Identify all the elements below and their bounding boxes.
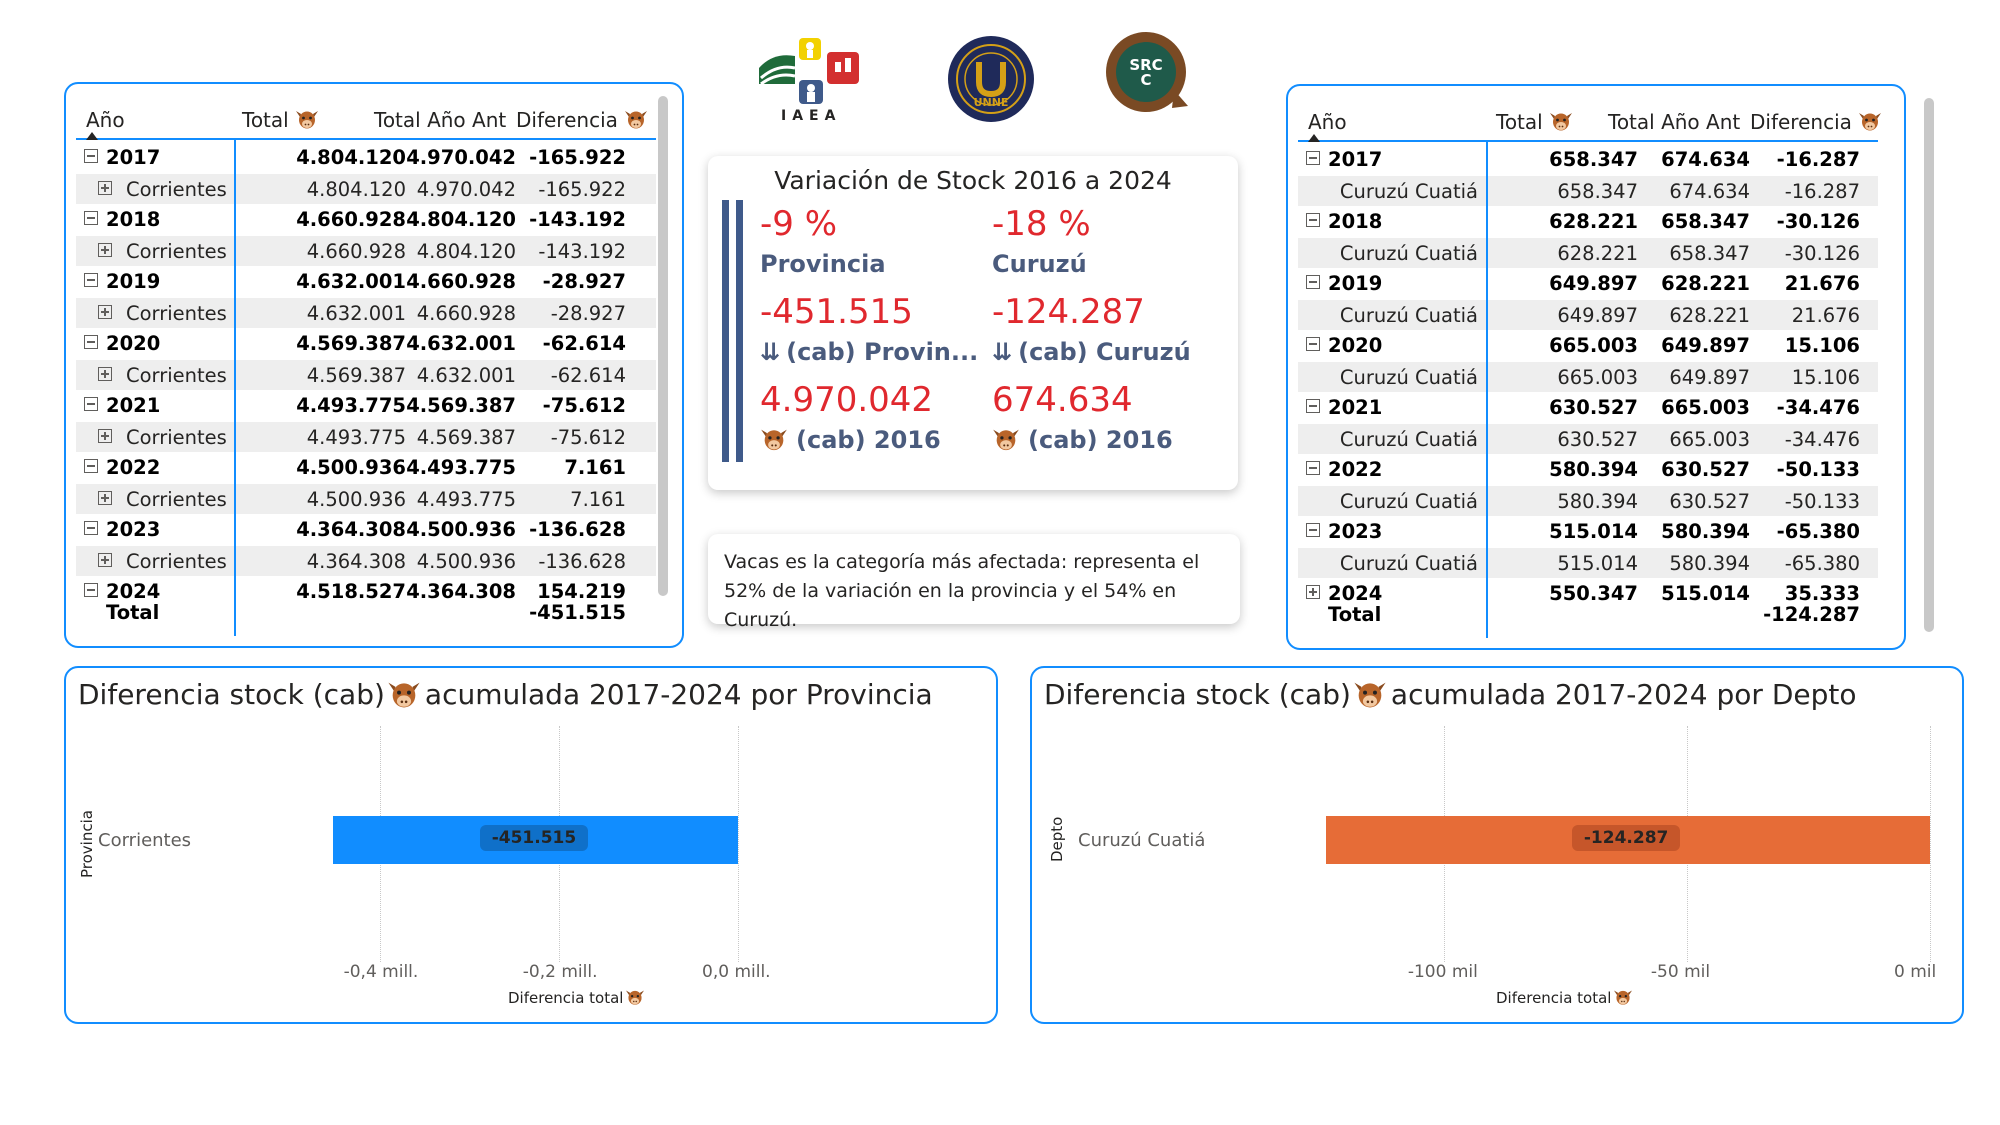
total-cell: 4.804.120 <box>306 178 406 201</box>
detail-label-cell: Curuzú Cuatiá <box>1339 242 1478 265</box>
total-difference-cell: -451.515 <box>529 601 626 624</box>
down-arrows-icon: ⇊ <box>760 338 779 366</box>
detail-label-cell: Corrientes <box>126 178 227 201</box>
detail-row <box>76 421 656 452</box>
prev-total-cell: 4.970.042 <box>416 178 516 201</box>
collapse-icon[interactable] <box>1306 523 1320 537</box>
matrix-header <box>76 96 656 140</box>
prev-total-cell: 649.897 <box>1669 366 1750 389</box>
cow-icon <box>1613 988 1633 1006</box>
difference-cell: 15.106 <box>1784 334 1860 357</box>
unne-logo <box>946 34 1036 124</box>
year-row <box>76 266 656 297</box>
difference-cell: -65.380 <box>1784 552 1860 575</box>
x-tick-label: 0 mil <box>1894 962 1937 982</box>
province-pct-value: -9 % <box>760 204 838 244</box>
detail-label-cell: Curuzú Cuatiá <box>1339 304 1478 327</box>
total-label-cell: Total <box>106 601 160 624</box>
insight-note-card <box>708 534 1240 631</box>
col-header-prev-total[interactable]: Total Año Ant <box>1608 110 1741 134</box>
difference-cell: -143.192 <box>538 240 626 263</box>
detail-label-cell: Curuzú Cuatiá <box>1339 490 1478 513</box>
difference-cell: -136.628 <box>538 550 626 573</box>
province-matrix <box>76 96 656 641</box>
difference-cell: 7.161 <box>570 488 626 511</box>
difference-cell: -30.126 <box>1784 242 1860 265</box>
srcc-logo-text: SRCC <box>1129 56 1163 89</box>
curuzu-diff-value: -124.287 <box>992 292 1145 332</box>
detail-row <box>76 173 656 204</box>
difference-cell: -62.614 <box>542 332 626 355</box>
prev-total-cell: 4.500.936 <box>416 550 516 573</box>
cow-icon <box>624 108 648 130</box>
col-header-prev-total[interactable]: Total Año Ant <box>374 108 507 132</box>
total-cell: 4.569.387 <box>306 364 406 387</box>
difference-cell: -34.476 <box>1784 428 1860 451</box>
cow-icon <box>295 108 319 130</box>
prev-total-cell: 4.364.308 <box>406 580 516 603</box>
col-header-difference[interactable]: Diferencia <box>516 108 648 132</box>
prev-total-cell: 674.634 <box>1669 180 1750 203</box>
difference-cell: -75.612 <box>542 394 626 417</box>
difference-cell: -30.126 <box>1776 210 1860 233</box>
year-cell: 2024 <box>1328 582 1383 605</box>
prev-total-cell: 4.804.120 <box>406 208 516 231</box>
difference-cell: -28.927 <box>542 270 626 293</box>
cow-icon <box>992 426 1020 452</box>
collapse-icon[interactable] <box>84 459 98 473</box>
total-cell: 4.500.936 <box>306 488 406 511</box>
col-header-year[interactable]: Año <box>86 108 125 132</box>
detail-label-cell: Corrientes <box>126 488 227 511</box>
scrollbar[interactable] <box>658 96 668 596</box>
year-cell: 2020 <box>106 332 161 355</box>
total-cell: 665.003 <box>1557 366 1638 389</box>
total-difference-cell: -124.287 <box>1763 603 1860 626</box>
prev-total-cell: 4.569.387 <box>416 426 516 449</box>
difference-cell: -16.287 <box>1776 148 1860 171</box>
detail-label-cell: Curuzú Cuatiá <box>1339 552 1478 575</box>
difference-cell: 35.333 <box>1784 582 1860 605</box>
x-axis-title: Diferencia total <box>508 988 645 1007</box>
difference-cell: 21.676 <box>1784 272 1860 295</box>
collapse-icon[interactable] <box>84 149 98 163</box>
iaea-logo <box>755 34 865 130</box>
year-cell: 2024 <box>106 580 161 603</box>
total-cell: 515.014 <box>1557 552 1638 575</box>
detail-row <box>1298 175 1878 206</box>
prev-total-cell: 649.897 <box>1661 334 1750 357</box>
difference-cell: -50.133 <box>1784 490 1860 513</box>
gridline <box>738 726 739 962</box>
total-cell: 4.518.527 <box>296 580 406 603</box>
year-row <box>76 514 656 545</box>
iaea-logo-text: IAEA <box>781 108 842 124</box>
prev-total-cell: 4.632.001 <box>406 332 516 355</box>
detail-row <box>1298 237 1878 268</box>
total-cell: 4.364.308 <box>306 550 406 573</box>
total-cell: 630.527 <box>1549 396 1638 419</box>
unne-seal <box>946 34 1036 124</box>
curuzu-pct-label: Curuzú <box>992 250 1087 278</box>
prev-total-cell: 4.660.928 <box>416 302 516 325</box>
detail-label-cell: Curuzú Cuatiá <box>1339 428 1478 451</box>
x-tick-label: -0,4 mill. <box>343 962 419 982</box>
year-cell: 2019 <box>1328 272 1383 295</box>
year-row <box>1298 268 1878 299</box>
year-row <box>1298 206 1878 237</box>
prev-total-cell: 674.634 <box>1661 148 1750 171</box>
chart-title: Diferencia stock (cab) acumulada 2017-2024 por Depto <box>1044 678 1857 711</box>
difference-cell: 15.106 <box>1791 366 1860 389</box>
y-axis-title: Provincia <box>78 810 96 878</box>
difference-cell: -62.614 <box>550 364 626 387</box>
x-tick-label: 0,0 mill. <box>702 962 771 982</box>
collapse-icon[interactable] <box>1306 461 1320 475</box>
detail-row <box>1298 547 1878 578</box>
total-row <box>76 597 656 628</box>
total-cell: 550.347 <box>1549 582 1638 605</box>
year-cell: 2017 <box>106 146 161 169</box>
detail-row <box>76 297 656 328</box>
detail-row <box>1298 361 1878 392</box>
difference-cell: -50.133 <box>1776 458 1860 481</box>
year-row <box>1298 516 1878 547</box>
expand-icon[interactable] <box>98 429 112 443</box>
total-cell: 628.221 <box>1549 210 1638 233</box>
total-cell: 665.003 <box>1549 334 1638 357</box>
detail-label-cell: Corrientes <box>126 364 227 387</box>
year-cell: 2021 <box>106 394 161 417</box>
year-row <box>76 390 656 421</box>
cow-icon <box>1858 110 1882 132</box>
province-2016-label: (cab) 2016 <box>760 426 941 454</box>
iaea-logo-mark <box>755 34 865 118</box>
detail-label-cell: Corrientes <box>126 302 227 325</box>
expand-icon[interactable] <box>98 243 112 257</box>
collapse-icon[interactable] <box>1306 151 1320 165</box>
collapse-icon[interactable] <box>84 273 98 287</box>
srcc-logo <box>1104 30 1190 116</box>
province-diff-value: -451.515 <box>760 292 913 332</box>
x-tick-label: -100 mil <box>1407 962 1478 982</box>
difference-cell: -165.922 <box>538 178 626 201</box>
difference-cell: -16.287 <box>1784 180 1860 203</box>
curuzu-2016-label: (cab) 2016 <box>992 426 1173 454</box>
year-row <box>1298 144 1878 175</box>
total-cell: 4.493.775 <box>306 426 406 449</box>
x-tick-label: -50 mil <box>1650 962 1711 982</box>
prev-total-cell: 4.500.936 <box>406 518 516 541</box>
difference-cell: -28.927 <box>550 302 626 325</box>
prev-total-cell: 665.003 <box>1669 428 1750 451</box>
total-cell: 4.660.928 <box>306 240 406 263</box>
prev-total-cell: 580.394 <box>1661 520 1750 543</box>
province-2016-value: 4.970.042 <box>760 380 934 420</box>
down-arrows-icon: ⇊ <box>992 338 1011 366</box>
prev-total-cell: 628.221 <box>1661 272 1750 295</box>
prev-total-cell: 628.221 <box>1669 304 1750 327</box>
matrix-header <box>1298 98 1878 142</box>
cow-icon <box>387 678 421 710</box>
total-row <box>1298 599 1878 630</box>
cow-icon <box>1353 678 1387 710</box>
category-label: Corrientes <box>98 830 192 851</box>
difference-cell: -65.380 <box>1776 520 1860 543</box>
total-cell: 628.221 <box>1557 242 1638 265</box>
detail-row <box>76 483 656 514</box>
year-cell: 2023 <box>106 518 161 541</box>
unne-logo-text: UNNE <box>973 96 1009 109</box>
total-cell: 649.897 <box>1549 272 1638 295</box>
prev-total-cell: 4.569.387 <box>406 394 516 417</box>
year-cell: 2018 <box>106 208 161 231</box>
year-cell: 2018 <box>1328 210 1383 233</box>
total-cell: 4.500.936 <box>296 456 406 479</box>
col-header-year[interactable]: Año <box>1308 110 1347 134</box>
gridline <box>1930 726 1931 962</box>
expand-icon[interactable] <box>1306 585 1320 599</box>
detail-label-cell: Curuzú Cuatiá <box>1339 180 1478 203</box>
y-axis-title: Depto <box>1048 816 1066 862</box>
prev-total-cell: 4.804.120 <box>416 240 516 263</box>
year-cell: 2021 <box>1328 396 1383 419</box>
col-header-difference[interactable]: Diferencia <box>1750 110 1882 134</box>
x-axis-title: Diferencia total <box>1496 988 1633 1007</box>
expand-icon[interactable] <box>98 367 112 381</box>
category-label: Curuzú Cuatiá <box>1078 830 1206 851</box>
detail-row <box>1298 485 1878 516</box>
prev-total-cell: 4.660.928 <box>406 270 516 293</box>
x-tick-label: -0,2 mill. <box>522 962 598 982</box>
accent-bar <box>736 200 743 462</box>
year-row <box>1298 392 1878 423</box>
year-row <box>76 328 656 359</box>
total-cell: 580.394 <box>1557 490 1638 513</box>
total-cell: 515.014 <box>1549 520 1638 543</box>
stock-variation-card <box>708 156 1238 490</box>
year-cell: 2020 <box>1328 334 1383 357</box>
sort-ascending-icon[interactable] <box>1308 134 1320 142</box>
total-cell: 4.569.387 <box>296 332 406 355</box>
detail-label-cell: Corrientes <box>126 240 227 263</box>
year-cell: 2022 <box>1328 458 1383 481</box>
total-cell: 4.632.001 <box>306 302 406 325</box>
collapse-icon[interactable] <box>84 335 98 349</box>
year-cell: 2023 <box>1328 520 1383 543</box>
difference-cell: 21.676 <box>1791 304 1860 327</box>
cow-icon <box>1549 110 1573 132</box>
year-cell: 2017 <box>1328 148 1383 171</box>
detail-label-cell: Corrientes <box>126 426 227 449</box>
depto-bar-chart <box>1030 666 1964 1024</box>
data-label: -124.287 <box>1572 825 1681 851</box>
curuzu-pct-value: -18 % <box>992 204 1091 244</box>
curuzu-diff-label: ⇊ (cab) Curuzú <box>992 338 1191 366</box>
prev-total-cell: 4.632.001 <box>416 364 516 387</box>
difference-cell: -75.612 <box>550 426 626 449</box>
detail-row <box>1298 423 1878 454</box>
detail-row <box>1298 299 1878 330</box>
difference-cell: 7.161 <box>564 456 626 479</box>
total-cell: 4.660.928 <box>296 208 406 231</box>
province-bar-chart <box>64 666 998 1024</box>
scrollbar[interactable] <box>1924 98 1934 632</box>
prev-total-cell: 4.493.775 <box>406 456 516 479</box>
total-cell: 4.632.001 <box>296 270 406 293</box>
chart-title: Diferencia stock (cab) acumulada 2017-2024 por Provincia <box>78 678 933 711</box>
expand-icon[interactable] <box>98 553 112 567</box>
province-diff-label: ⇊ (cab) Provin... <box>760 338 979 366</box>
total-cell: 649.897 <box>1557 304 1638 327</box>
total-cell: 4.493.775 <box>296 394 406 417</box>
prev-total-cell: 658.347 <box>1661 210 1750 233</box>
total-label-cell: Total <box>1328 603 1382 626</box>
depto-matrix <box>1298 98 1878 643</box>
total-cell: 4.804.120 <box>296 146 406 169</box>
prev-total-cell: 630.527 <box>1669 490 1750 513</box>
year-row <box>76 204 656 235</box>
collapse-icon[interactable] <box>1306 213 1320 227</box>
prev-total-cell: 665.003 <box>1661 396 1750 419</box>
province-pct-label: Provincia <box>760 250 886 278</box>
prev-total-cell: 580.394 <box>1669 552 1750 575</box>
collapse-icon[interactable] <box>84 211 98 225</box>
total-cell: 630.527 <box>1557 428 1638 451</box>
data-label: -451.515 <box>480 825 589 851</box>
difference-cell: -143.192 <box>529 208 626 231</box>
detail-label-cell: Corrientes <box>126 550 227 573</box>
col-header-total[interactable]: Total <box>242 108 319 132</box>
prev-total-cell: 658.347 <box>1669 242 1750 265</box>
collapse-icon[interactable] <box>84 397 98 411</box>
accent-bar <box>722 200 729 462</box>
prev-total-cell: 4.493.775 <box>416 488 516 511</box>
year-row <box>76 142 656 173</box>
detail-row <box>76 545 656 576</box>
difference-cell: -165.922 <box>529 146 626 169</box>
card-title: Variación de Stock 2016 a 2024 <box>774 166 1172 195</box>
collapse-icon[interactable] <box>1306 399 1320 413</box>
difference-cell: -136.628 <box>529 518 626 541</box>
prev-total-cell: 515.014 <box>1661 582 1750 605</box>
cow-icon <box>625 988 645 1006</box>
collapse-icon[interactable] <box>1306 337 1320 351</box>
collapse-icon[interactable] <box>1306 275 1320 289</box>
expand-icon[interactable] <box>98 305 112 319</box>
col-header-total[interactable]: Total <box>1496 110 1573 134</box>
year-cell: 2019 <box>106 270 161 293</box>
detail-label-cell: Curuzú Cuatiá <box>1339 366 1478 389</box>
curuzu-2016-value: 674.634 <box>992 380 1133 420</box>
year-row <box>76 452 656 483</box>
insight-text: Vacas es la categoría más afectada: representa el 52% de la variación en la provincia y el 54% en Curuzú. <box>724 551 1200 631</box>
difference-cell: 154.219 <box>537 580 626 603</box>
total-cell: 658.347 <box>1549 148 1638 171</box>
total-cell: 4.364.308 <box>296 518 406 541</box>
expand-icon[interactable] <box>98 491 112 505</box>
sort-ascending-icon[interactable] <box>86 132 98 140</box>
prev-total-cell: 4.970.042 <box>406 146 516 169</box>
expand-icon[interactable] <box>98 181 112 195</box>
row-header-divider <box>234 140 236 636</box>
row-header-divider <box>1486 142 1488 638</box>
year-cell: 2022 <box>106 456 161 479</box>
year-row <box>1298 454 1878 485</box>
detail-row <box>76 235 656 266</box>
cow-icon <box>760 426 788 452</box>
collapse-icon[interactable] <box>84 583 98 597</box>
difference-cell: -34.476 <box>1776 396 1860 419</box>
collapse-icon[interactable] <box>84 521 98 535</box>
year-row <box>1298 330 1878 361</box>
total-cell: 580.394 <box>1549 458 1638 481</box>
total-cell: 658.347 <box>1557 180 1638 203</box>
detail-row <box>76 359 656 390</box>
prev-total-cell: 630.527 <box>1661 458 1750 481</box>
